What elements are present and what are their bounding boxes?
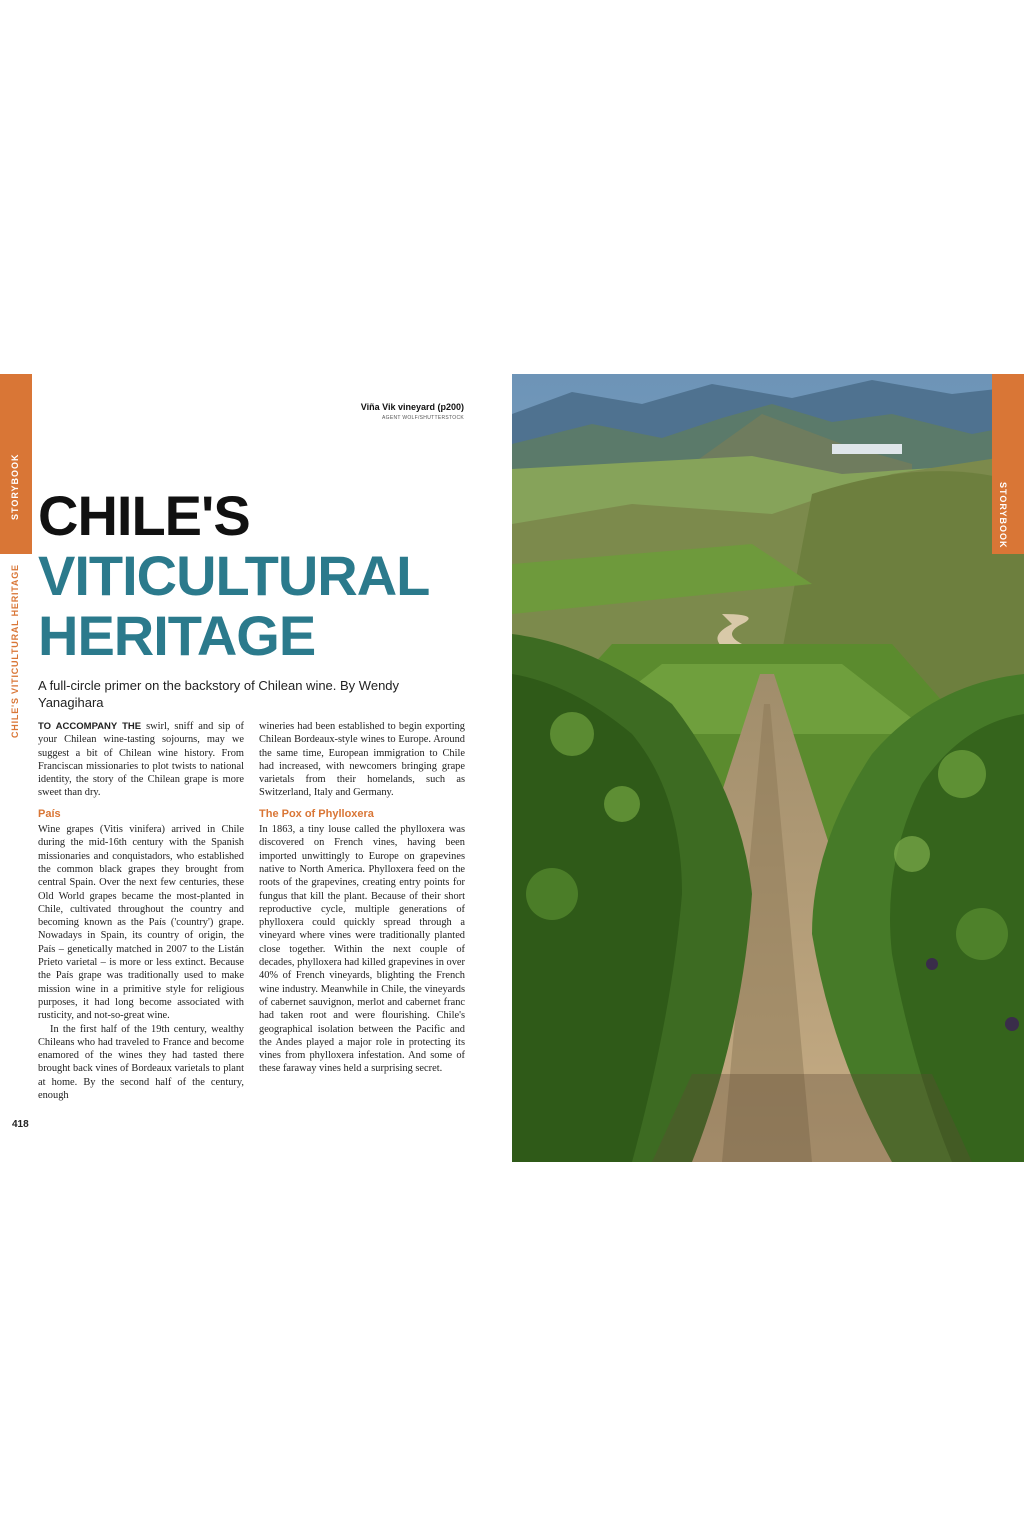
- vineyard-photo: [512, 374, 1024, 1162]
- storybook-tab-label-right: STORYBOOK: [998, 482, 1008, 549]
- phylloxera-paragraph: In 1863, a tiny louse called the phylloxera was discovered on French vines, having been imported unwittingly to Europe on grapevines native to North America. Phylloxera feed on the roots of the grapevines, creating entry points for fungus that kill the plant. Because of their short reproductive cycle, multiple generations of phylloxera could quickly spread through a vineyard where vines were traditionally planted close together. Within the next couple of decades, phylloxera had killed grapevines in over 40% of French vineyards, blighting the French wine industry. Meanwhile in Chile, the vineyards of cabernet sauvignon, merlot and cabernet franc had taken root and were flourishing. Chile's geographical isolation between the Pacific and the Andes played a major role in protecting its vines from phylloxera infestation. And some of these faraway vines held a surprising secret.: [259, 824, 465, 1075]
- storybook-tab-label-left: STORYBOOK: [10, 453, 20, 520]
- caption-title: Viña Vik vineyard (p200): [360, 402, 464, 412]
- continuation-paragraph: wineries had been established to begin exporting Chilean Bordeaux-style wines to Europe. Around the same time, European immigration to Chile had increased, with newcomers bringing grape varietals from their homelands, such as Switzerland, Italy and Germany.: [259, 721, 465, 799]
- caption-credit: AGENT WOLF/SHUTTERSTOCK: [382, 415, 464, 421]
- intro-text: swirl, sniff and sip of your Chilean wine-tasting sojourns, may we suggest a bit of Chilean wine history. From Franciscan missionaries to plot twists to national identity, the story of the Chilean grape is more sweet than dry.: [38, 721, 244, 799]
- section-heading-pais: País: [38, 807, 61, 820]
- body-column-2: [259, 720, 465, 1076]
- running-side-title: CHILE'S VITICULTURAL HERITAGE: [10, 564, 20, 738]
- pais-paragraph-2: In the first half of the 19th century, wealthy Chileans who had traveled to France and become enamored of the wines they had tasted there brought back vines of Bordeaux varietals to plant at home. By the second half of the century, enough: [38, 1023, 244, 1102]
- standfirst: A full-circle primer on the backstory of Chilean wine. By Wendy Yanagihara: [38, 678, 400, 710]
- intro-paragraph: [38, 720, 244, 800]
- page-number: 418: [12, 1119, 29, 1130]
- section-heading-phylloxera: The Pox of Phylloxera: [259, 807, 374, 820]
- intro-lead: TO ACCOMPANY THE: [38, 721, 142, 732]
- article-headline: [38, 486, 429, 666]
- pais-paragraph-1: Wine grapes (Vitis vinifera) arrived in Chile during the mid-16th century with the Spanish missionaries and conquistadors, who established the common black grapes they brought from central Spain. Over the next few centuries, these Old World grapes became the most-planted in Chile, cultivated throughout the country and becoming known as the País ('country') grape. Nowadays in Spain, its country of origin, the País – genetically matched in 2007 to the Listán Prieto varietal – is more or less extinct. Because the País grape was traditionally used to make mission wine in a primitive style for religious purposes, it had long become associated with rusticity, and not-so-great wine.: [38, 824, 244, 1022]
- headline-line-2: VITICULTURAL: [38, 544, 430, 607]
- storybook-tab-right: [992, 374, 1024, 554]
- headline-line-1: CHILE'S: [38, 484, 250, 547]
- photo-caption: [361, 402, 464, 421]
- body-column-1: [38, 720, 244, 1102]
- headline-line-3: HERITAGE: [38, 604, 316, 667]
